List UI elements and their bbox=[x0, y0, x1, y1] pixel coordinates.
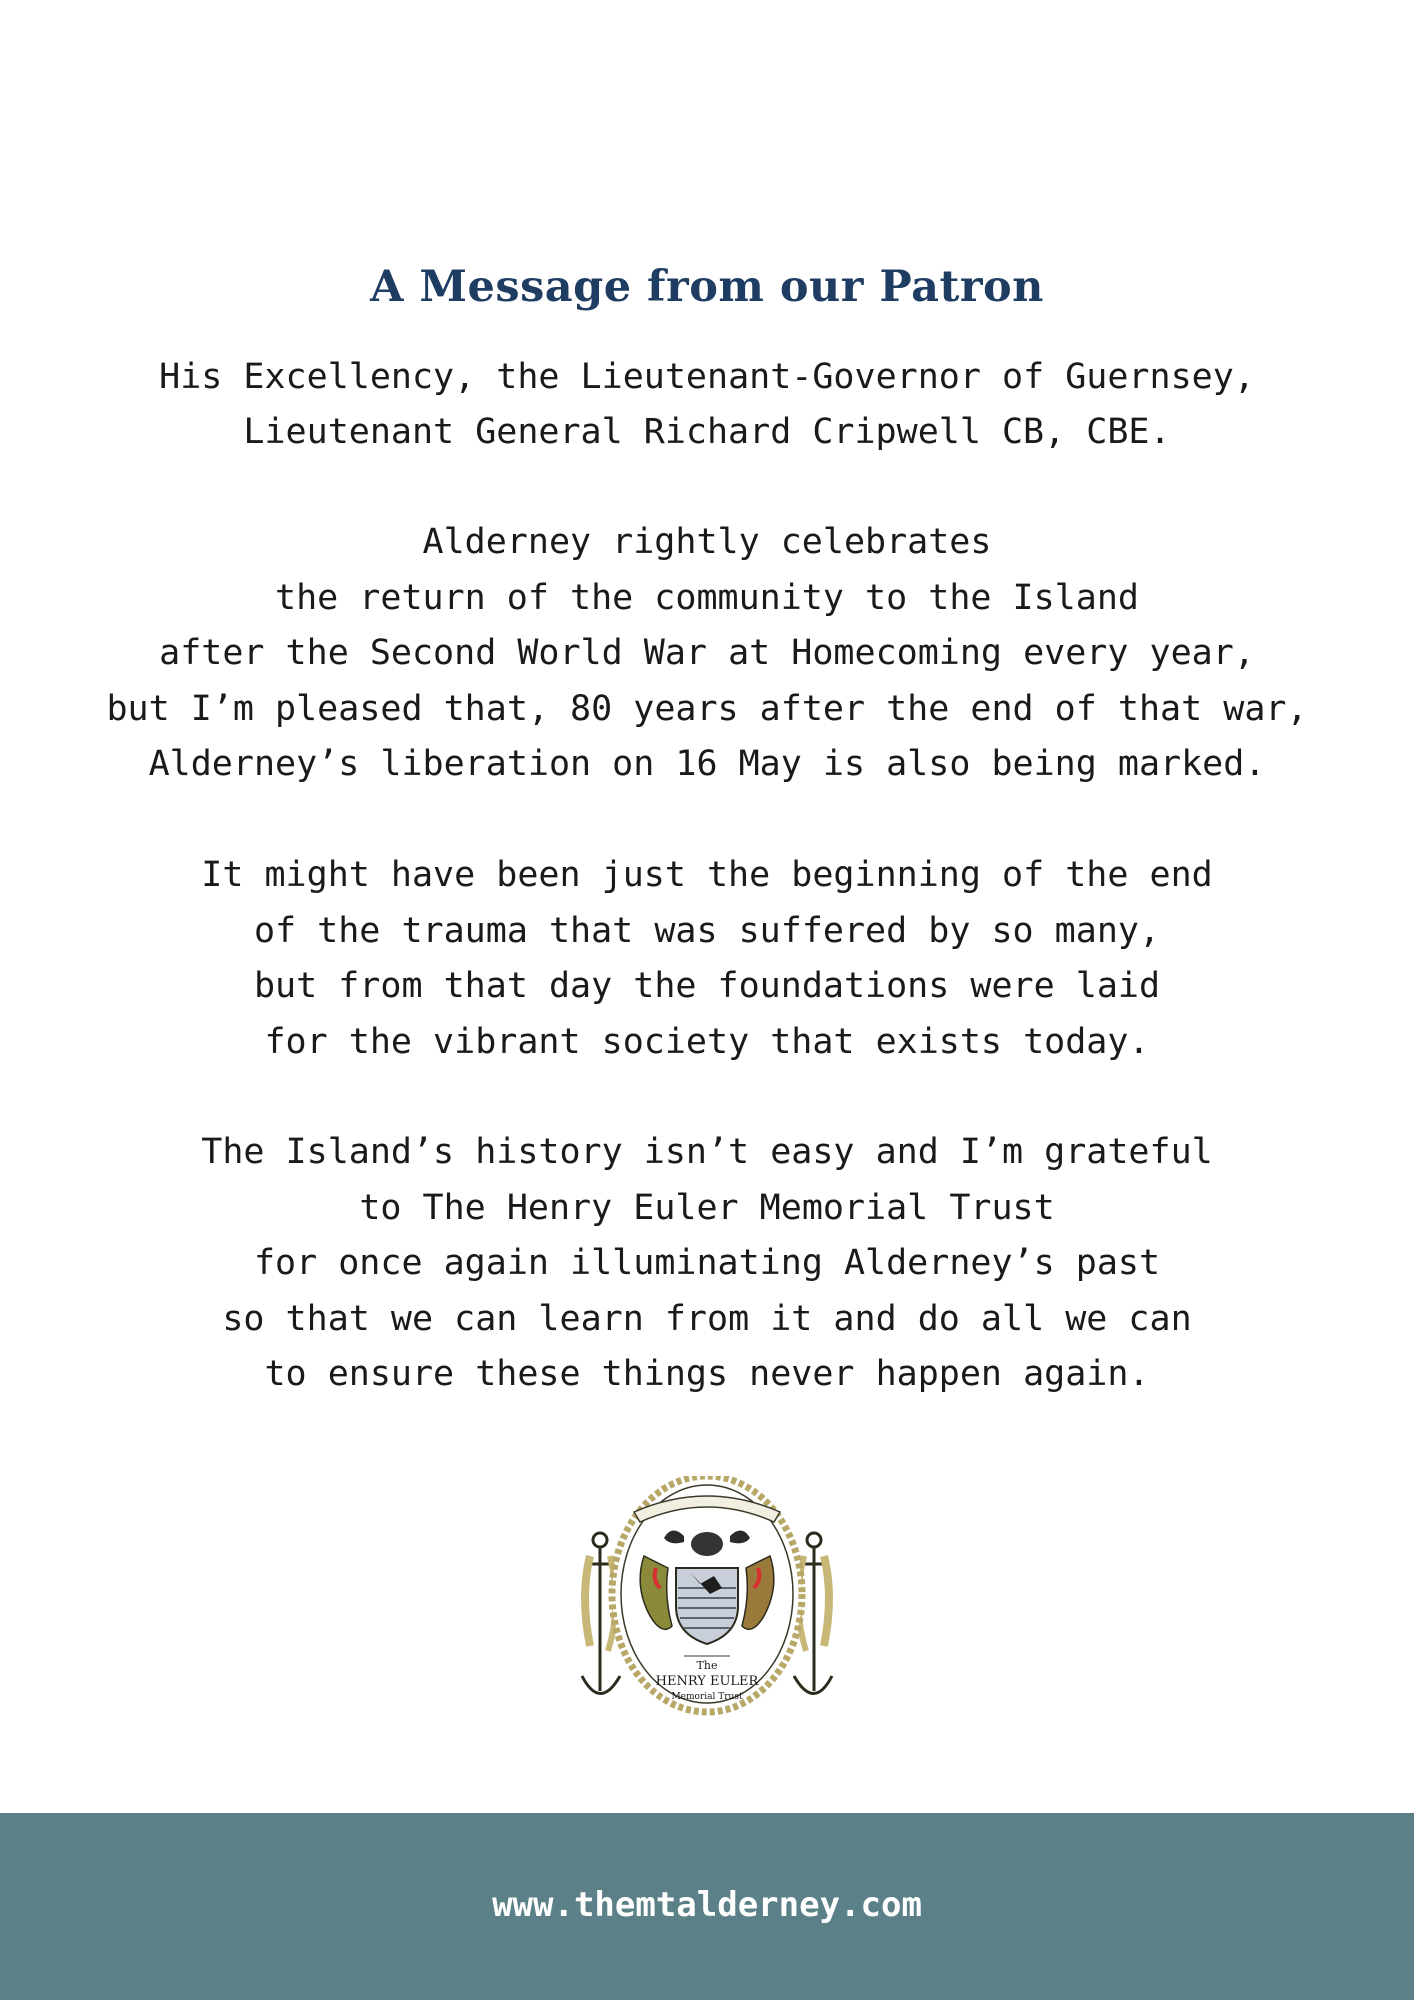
message-paragraph bbox=[0, 515, 1414, 793]
message-line: Alderney’s liberation on 16 May is also being marked. bbox=[148, 744, 1266, 784]
message-line: after the Second World War at Homecoming every year, bbox=[159, 633, 1255, 673]
message-line: The Island’s history isn’t easy and I’m grateful bbox=[201, 1132, 1213, 1172]
page-title: A Message from our Patron bbox=[370, 262, 1044, 312]
crest-text-the: The bbox=[696, 1659, 718, 1672]
trust-crest-logo bbox=[572, 1476, 842, 1726]
message-line: so that we can learn from it and do all we can bbox=[222, 1298, 1192, 1339]
crest-text-trust: Memorial Trust bbox=[671, 1692, 743, 1702]
patron-line: Lieutenant General Richard Cripwell CB, CBE. bbox=[243, 412, 1171, 452]
message-line: to ensure these things never happen again. bbox=[264, 1354, 1150, 1394]
patron-name bbox=[0, 350, 1414, 460]
message-line: Alderney rightly celebrates bbox=[422, 522, 992, 562]
message-line: for once again illuminating Alderney’s past bbox=[253, 1243, 1161, 1283]
message-line: of the trauma that was suffered by so many, bbox=[253, 910, 1161, 951]
website-link[interactable]: www.themtalderney.com bbox=[492, 1885, 922, 1925]
message-line: for the vibrant society that exists today. bbox=[264, 1021, 1150, 1062]
message-line: to The Henry Euler Memorial Trust bbox=[359, 1187, 1055, 1228]
message-line: It might have been just the beginning of the end bbox=[201, 855, 1213, 895]
crest-text-name: HENRY EULER bbox=[655, 1674, 759, 1689]
message-line: but from that day the foundations were laid bbox=[253, 966, 1161, 1006]
message-paragraph bbox=[0, 848, 1414, 1070]
patron-line: His Excellency, the Lieutenant-Governor of Guernsey, bbox=[159, 357, 1255, 397]
message-paragraph bbox=[0, 1125, 1414, 1403]
footer-bar bbox=[0, 1813, 1414, 2000]
message-line: but I’m pleased that, 80 years after the end of that war, bbox=[106, 688, 1308, 729]
message-line: the return of the community to the Island bbox=[275, 577, 1139, 618]
